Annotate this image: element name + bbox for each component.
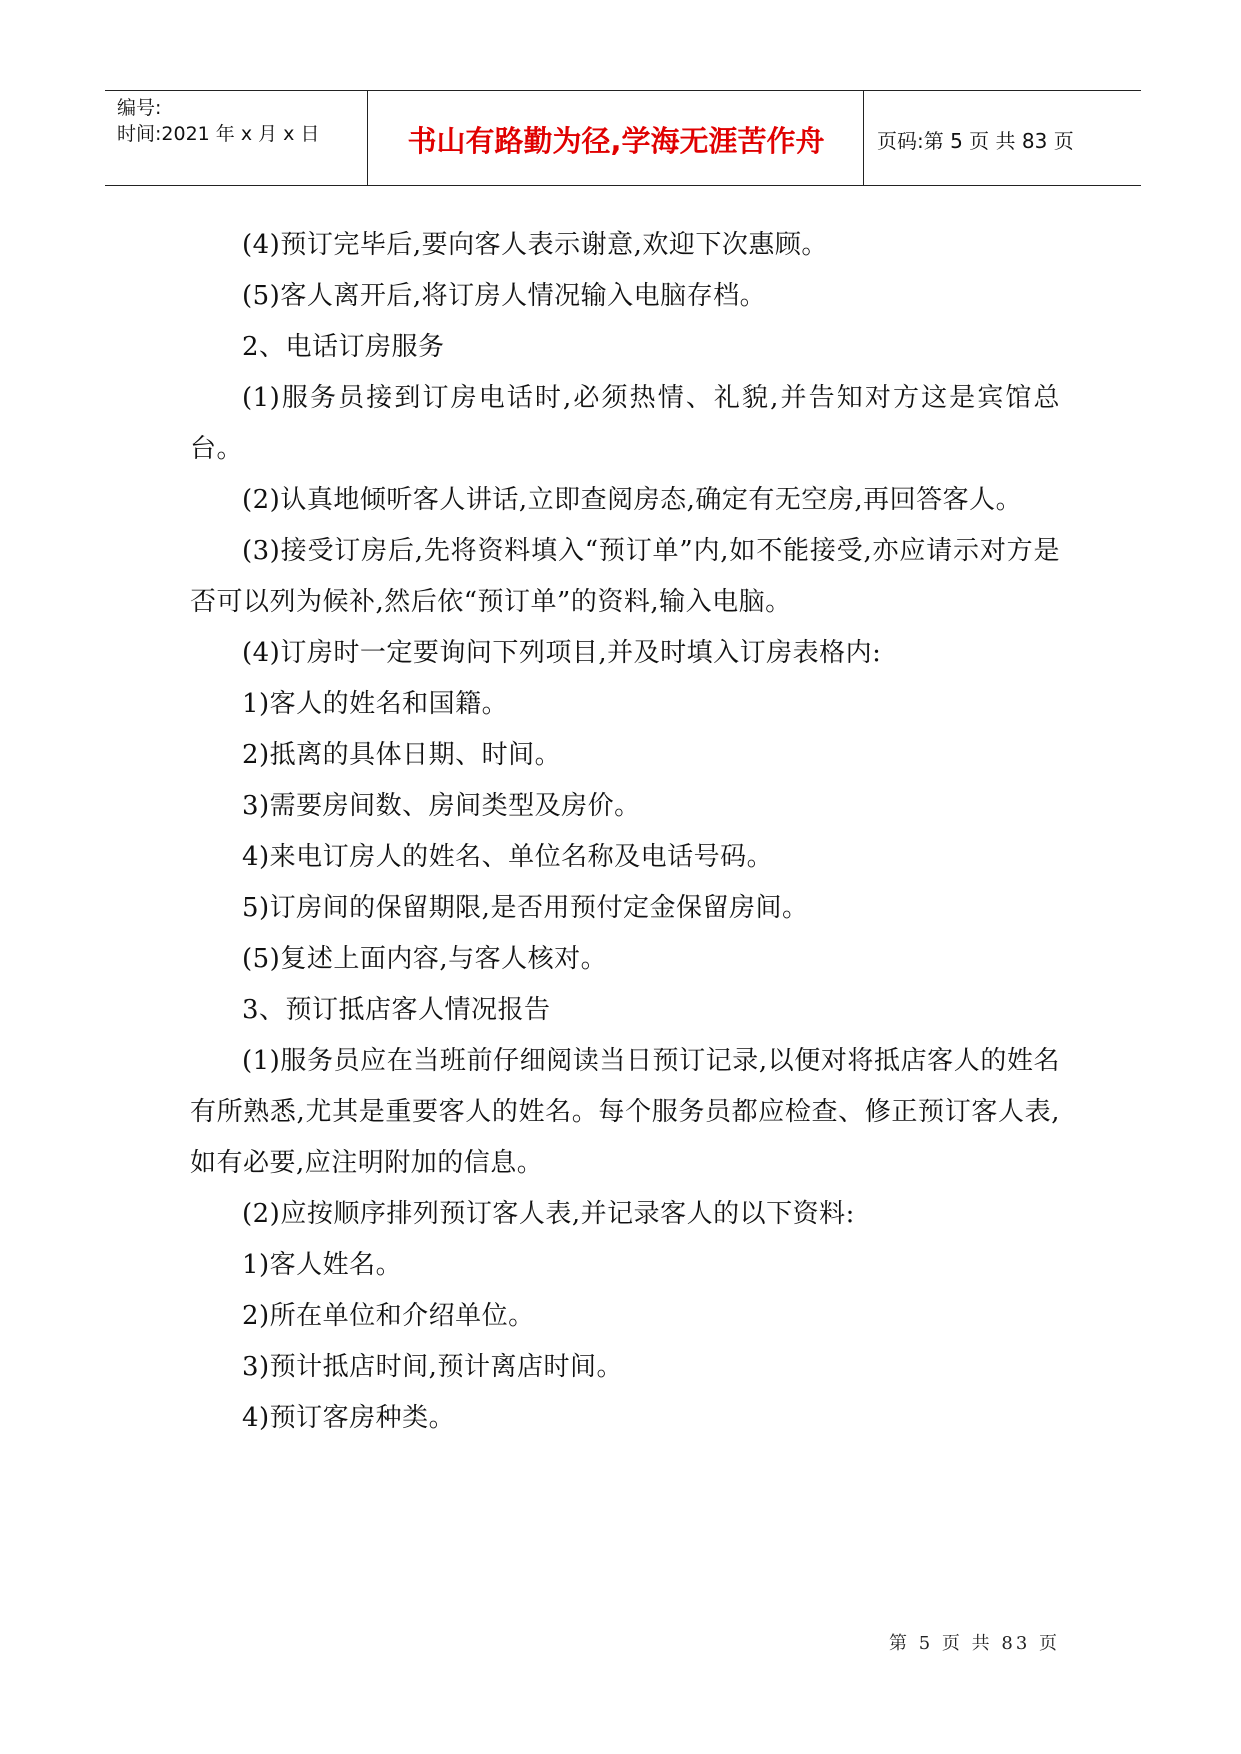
list-item: 2)所在单位和介绍单位。 [242, 1301, 535, 1331]
header-meta-cell [105, 91, 368, 185]
document-number-label: 编号: [117, 97, 162, 119]
section-heading: 2、电话订房服务 [242, 332, 445, 362]
header-motto: 书山有路勤为径,学海无涯苦作舟 [407, 124, 825, 158]
list-item: 3)预计抵店时间,预计离店时间。 [242, 1352, 623, 1382]
list-item: 1)客人姓名。 [242, 1250, 403, 1280]
paragraph: (1)服务员接到订房电话时,必须热情、礼貌,并告知对方这是宾馆总台。 [190, 383, 1060, 464]
paragraph: (2)认真地倾听客人讲话,立即查阅房态,确定有无空房,再回答客人。 [242, 485, 1023, 515]
section-heading: 3、预订抵店客人情况报告 [242, 995, 551, 1025]
list-item: 3)需要房间数、房间类型及房价。 [242, 791, 641, 821]
paragraph: (4)预订完毕后,要向客人表示谢意,欢迎下次惠顾。 [242, 230, 828, 260]
header-page-cell [865, 91, 1141, 185]
paragraph: (5)客人离开后,将订房人情况输入电脑存档。 [242, 281, 767, 311]
paragraph: (5)复述上面内容,与客人核对。 [242, 944, 608, 974]
page-footer: 第 5 页 共 83 页 [889, 1633, 1060, 1654]
header-page-code: 页码:第 5 页 共 83 页 [877, 129, 1074, 153]
list-item: 2)抵离的具体日期、时间。 [242, 740, 562, 770]
paragraph: (2)应按顺序排列预订客人表,并记录客人的以下资料: [242, 1199, 855, 1229]
document-time-label: 时间:2021 年 x 月 x 日 [117, 123, 320, 145]
list-item: 4)预订客房种类。 [242, 1403, 456, 1433]
list-item: 4)来电订房人的姓名、单位名称及电话号码。 [242, 842, 774, 872]
header-motto-cell [369, 91, 864, 185]
list-item: 1)客人的姓名和国籍。 [242, 689, 509, 719]
paragraph: (4)订房时一定要询问下列项目,并及时填入订房表格内: [242, 638, 882, 668]
document-body [190, 220, 1060, 1444]
paragraph: (3)接受订房后,先将资料填入“预订单”内,如不能接受,亦应请示对方是否可以列为候补,然后依“预订单”的资料,输入电脑。 [190, 536, 1060, 617]
page-header [105, 90, 1141, 186]
list-item: 5)订房间的保留期限,是否用预付定金保留房间。 [242, 893, 809, 923]
paragraph: (1)服务员应在当班前仔细阅读当日预订记录,以便对将抵店客人的姓名有所熟悉,尤其是重要客人的姓名。每个服务员都应检查、修正预订客人表,如有必要,应注明附加的信息。 [190, 1046, 1060, 1178]
